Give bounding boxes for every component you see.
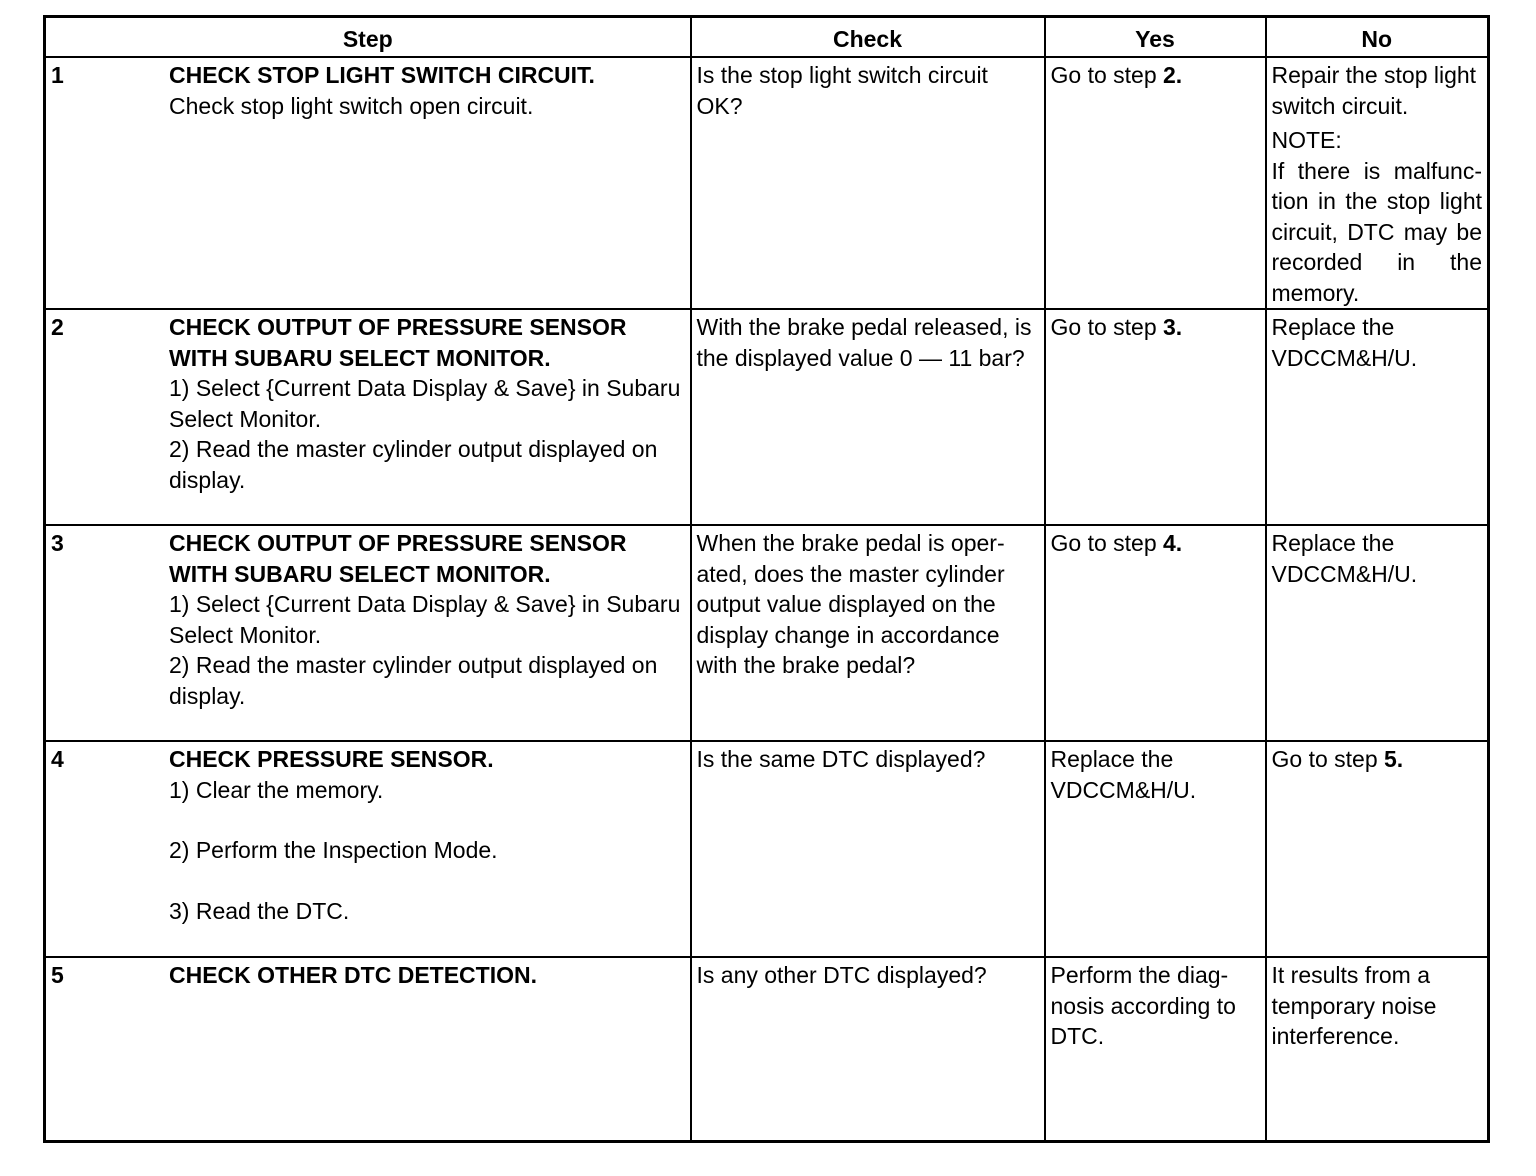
- step-number: 3: [51, 530, 64, 556]
- no-cell: Replace the VDCCM&H/U.: [1266, 309, 1489, 525]
- no-cell: It results from a temporary noise interference.: [1266, 957, 1489, 1142]
- yes-step-ref: 4.: [1163, 530, 1183, 556]
- yes-step-ref: 3.: [1163, 314, 1183, 340]
- yes-cell: Replace the VDCCM&H/U.: [1045, 741, 1266, 957]
- diagnostic-table: [43, 15, 1490, 1143]
- header-row: [45, 17, 1489, 58]
- no-prefix: Go to step: [1271, 746, 1385, 772]
- yes-cell: [1045, 525, 1266, 741]
- no-cell: [1266, 741, 1489, 957]
- check-cell: Is any other DTC displayed?: [691, 957, 1045, 1142]
- substep: 2) Read the master cylinder output displayed on display.: [169, 436, 658, 493]
- step-number: 2: [51, 314, 64, 340]
- no-cell: Replace the VDCCM&H/U.: [1266, 525, 1489, 741]
- step-number: 4: [51, 746, 64, 772]
- no-step-ref: 5.: [1384, 746, 1404, 772]
- check-cell: When the brake pedal is oper-ated, does the master cylinder output value displayed on the display change in accordance with the brake pedal?: [691, 525, 1045, 741]
- substep: 2) Read the master cylinder output displayed on display.: [169, 652, 658, 709]
- header-step: Step: [45, 17, 691, 58]
- yes-prefix: Go to step: [1050, 62, 1164, 88]
- step-description: Check stop light switch open circuit.: [169, 92, 534, 119]
- step-cell: [45, 741, 691, 957]
- header-check: Check: [691, 17, 1045, 58]
- check-cell: Is the same DTC displayed?: [691, 741, 1045, 957]
- step-cell: [45, 525, 691, 741]
- step-title: CHECK PRESSURE SENSOR.: [169, 746, 494, 772]
- yes-step-ref: 2.: [1163, 62, 1183, 88]
- yes-cell: [1045, 309, 1266, 525]
- yes-prefix: Go to step: [1050, 530, 1164, 556]
- step-title: CHECK OUTPUT OF PRESSURE SENSOR WITH SUBARU SELECT MONITOR.: [169, 530, 627, 587]
- header-yes: Yes: [1045, 17, 1266, 58]
- step-title: CHECK STOP LIGHT SWITCH CIRCUIT.: [169, 62, 595, 88]
- no-cell: [1266, 57, 1489, 309]
- yes-prefix: Go to step: [1050, 314, 1164, 340]
- table-row: [45, 957, 1489, 1142]
- table-row: [45, 57, 1489, 309]
- note-title: NOTE:: [1271, 127, 1342, 153]
- substep: 1) Select {Current Data Display & Save} in Subaru Select Monitor.: [169, 375, 681, 432]
- check-cell: With the brake pedal released, is the displayed value 0 — 11 bar?: [691, 309, 1045, 525]
- yes-cell: Perform the diag-nosis according to DTC.: [1045, 957, 1266, 1142]
- step-cell: [45, 57, 691, 309]
- step-number: 1: [51, 62, 64, 88]
- step-cell: [45, 309, 691, 525]
- note-text: If there is malfunc-tion in the stop light circuit, DTC may be recorded in the memory.: [1271, 157, 1482, 306]
- step-number: 5: [51, 962, 64, 988]
- table-row: [45, 741, 1489, 957]
- table-row: [45, 525, 1489, 741]
- substep: 1) Select {Current Data Display & Save} in Subaru Select Monitor.: [169, 591, 681, 648]
- step-cell: [45, 957, 691, 1142]
- substep: 1) Clear the memory.: [169, 776, 384, 803]
- step-title: CHECK OUTPUT OF PRESSURE SENSOR WITH SUBARU SELECT MONITOR.: [169, 314, 627, 371]
- table-row: [45, 309, 1489, 525]
- check-cell: Is the stop light switch circuit OK?: [691, 57, 1045, 309]
- no-action: Repair the stop light switch circuit.: [1271, 62, 1477, 119]
- yes-cell: [1045, 57, 1266, 309]
- substep: 2) Perform the Inspection Mode.: [169, 837, 498, 863]
- substep: 3) Read the DTC.: [169, 897, 350, 924]
- step-title: CHECK OTHER DTC DETECTION.: [169, 962, 537, 988]
- header-no: No: [1266, 17, 1489, 58]
